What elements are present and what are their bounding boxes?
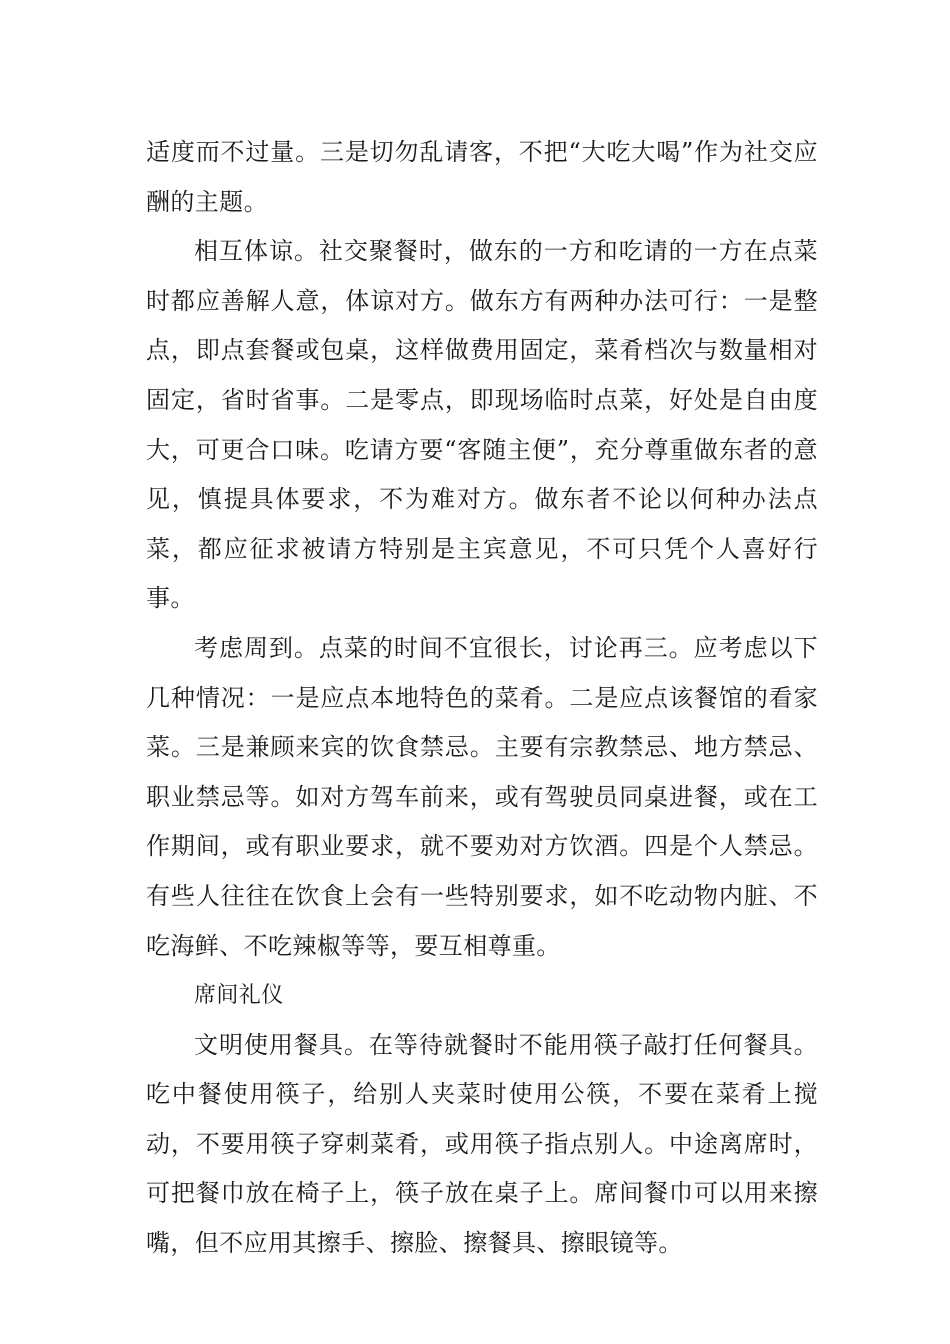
section-heading-table-etiquette: 席间礼仪 (194, 983, 284, 1009)
paragraph-tableware-usage: 文明使用餐具。在等待就餐时不能用筷子敲打任何餐具。吃中餐使用筷子，给别人夹菜时使用公筷，不要在菜肴上搅动，不要用筷子穿刺菜肴，或用筷子指点别人。中途离席时，可把餐巾放在椅子上，筷子放在桌子上。席间餐巾可以用来擦嘴，但不应用其擦手、擦脸、擦餐具、擦眼镜等。 (146, 1030, 818, 1258)
paragraph-mutual-understanding: 相互体谅。社交聚餐时，做东的一方和吃请的一方在点菜时都应善解人意，体谅对方。做东方有两种办法可行：一是整点，即点套餐或包桌，这样做费用固定，菜肴档次与数量相对固定，省时省事。二是零点，即现场临时点菜，好处是自由度大，可更合口味。吃请方要“客随主便”，充分尊重做东者的意见，慎提具体要求，不为难对方。做东者不论以何种办法点菜，都应征求被请方特别是主宾意见，不可只凭个人喜好行事。 (146, 237, 818, 613)
paragraph-intro-continuation: 适度而不过量。三是切勿乱请客，不把“大吃大喝”作为社交应酬的主题。 (146, 138, 818, 216)
document-body (146, 128, 818, 1269)
paragraph-thoughtful-consideration: 考虑周到。点菜的时间不宜很长，讨论再三。应考虑以下几种情况：一是应点本地特色的菜肴。二是应点该餐馆的看家菜。三是兼顾来宾的饮食禁忌。主要有宗教禁忌、地方禁忌、职业禁忌等。如对方驾车前来，或有驾驶员同桌进餐，或在工作期间，或有职业要求，就不要劝对方饮酒。四是个人禁忌。有些人往往在饮食上会有一些特别要求，如不吃动物内脏、不吃海鲜、不吃辣椒等等，要互相尊重。 (146, 633, 818, 960)
